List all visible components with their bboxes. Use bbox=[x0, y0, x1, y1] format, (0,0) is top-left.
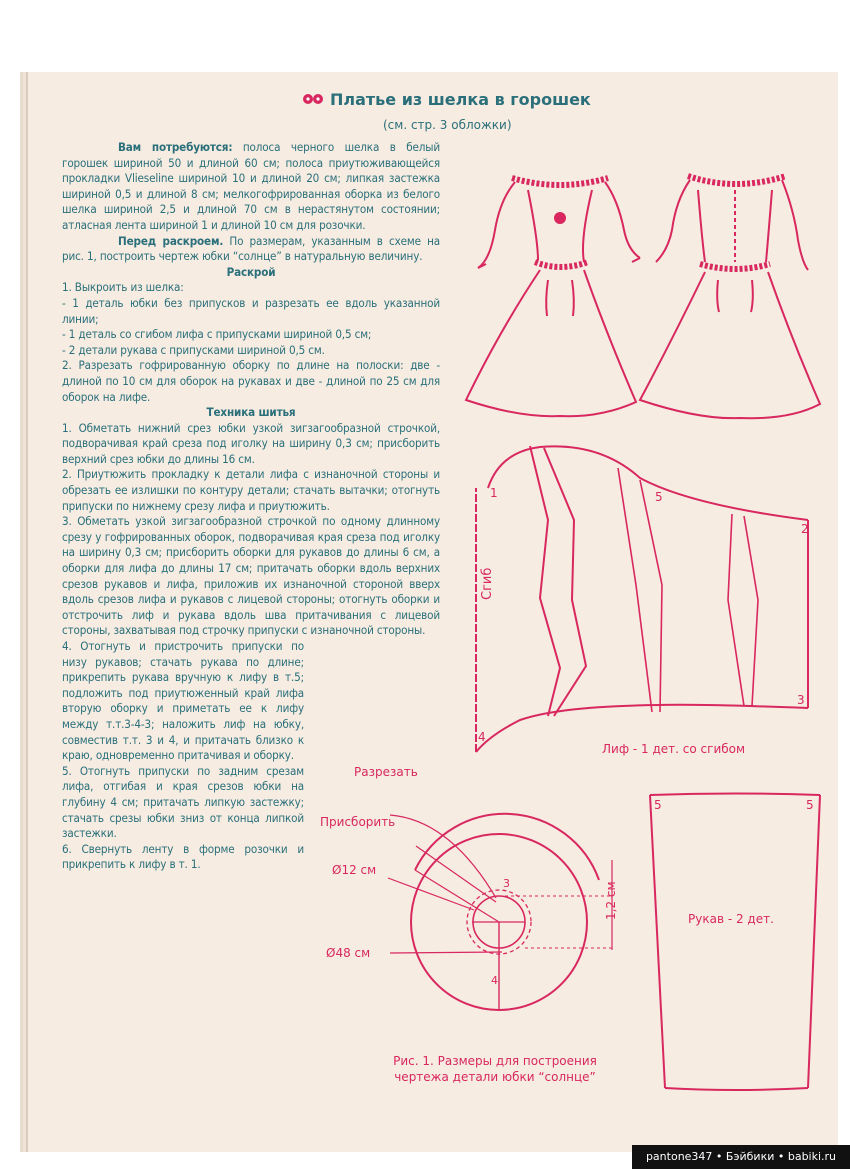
tech-step-5: 5. Отогнуть припуски по задним срезам лифа, отгибая и края срезов юбки на глубину 4 см; притачать липкую застежку; стачать срезы юбки зниз от конца липкой застежки. bbox=[62, 763, 304, 841]
bodice-point-3: 3 bbox=[797, 693, 805, 707]
bodice-caption: Лиф - 1 дет. со сгибом bbox=[602, 742, 746, 756]
tech-step-4: 4. Отогнуть и пристрочить припуски по низу рукавов; стачать рукава по длине; прикрепить рукава вручную к лифу в т.5; подложить под приутюженный край лифа вторую оборку и приметать ее к лифу между т.т.3-4-3; наложить лиф на юбку, совместив т.т. 3 и 4, и притачать близко к краю, одновременно притачивая и оборку. bbox=[62, 639, 304, 763]
before-label: Перед раскроем. bbox=[118, 233, 224, 248]
cut-step-1a: - 1 деталь юбки без припусков и разрезать ее вдоль указанной линии; bbox=[62, 295, 440, 326]
cut-step-1b: - 1 деталь со сгибом лифа с припусками шириной 0,5 см; bbox=[62, 327, 372, 342]
skirt-caption-line-2: чертежа детали юбки “солнце” bbox=[394, 1070, 596, 1084]
tech-step-6: 6. Свернуть ленту в форме розочки и прикрепить к лифу в т. 1. bbox=[62, 841, 304, 872]
cut-step-1: 1. Выкроить из шелка: bbox=[62, 280, 184, 295]
skirt-gather-label: Присборить bbox=[320, 815, 396, 829]
cut-heading: Раскрой bbox=[226, 264, 276, 279]
skirt-caption bbox=[380, 1053, 610, 1085]
tech-step-1: 1. Обметать нижний срез юбки узкой зигзагообразной строчкой, подворачивая край среза под иголку на ширину 0,3 см; присборить верхний срез юбки до длины 16 см. bbox=[62, 420, 440, 466]
page-subtitle: (см. стр. 3 обложки) bbox=[383, 118, 512, 132]
skirt-cut-label: Разрезать bbox=[354, 765, 418, 779]
bodice-point-1: 1 bbox=[490, 486, 498, 500]
bodice-point-2: 2 bbox=[801, 522, 809, 536]
tech-heading: Техника шитья bbox=[206, 405, 296, 420]
bodice-point-5: 5 bbox=[655, 490, 663, 504]
cut-step-2: 2. Разрезать гофрированную оборку по длине на полоски: две - длиной по 10 см для оборок на рукавах и две - длиной по 25 см для оборок на лифе. bbox=[62, 358, 440, 404]
bodice-fold-label: Сгиб bbox=[480, 567, 495, 600]
skirt-point-4: 4 bbox=[491, 974, 498, 987]
need-label: Вам потребуются: bbox=[118, 140, 233, 154]
before-text: По размерам, указанным в схеме на рис. 1, построить чертеж юбки “солнце” в натуральную величину. bbox=[62, 233, 440, 264]
tech-step-3: 3. Обметать узкой зигзагообразной строчкой по одному длинному срезу у гофрированных оборок, подворачивая края среза под иголку на ширину 0,3 см; присборить оборки для рукавов до длины 6 см, а оборки для лифа до длины 17 см; притачать оборки вдоль верхних срезов рукавов и лифа, приложив их изнаночной стороной вверх вдоль срезов лифа и рукавов с лицевой стороны; отогнуть оборки и отстрочить лиф и рукава вдоль шва притачивания с лицевой стороны, захватывая под строчку припуски с изнаночной стороны. bbox=[62, 514, 440, 638]
sleeve-point-5-left: 5 bbox=[654, 798, 662, 812]
bodice-point-4: 4 bbox=[478, 730, 486, 744]
skirt-d12-label: Ø12 см bbox=[332, 863, 377, 877]
skirt-12-label: 1,2 см bbox=[604, 881, 618, 920]
bodice-pattern bbox=[476, 446, 808, 752]
page-title: Платье из шелка в горошек bbox=[330, 90, 591, 109]
skirt-d48-label: Ø48 см bbox=[326, 946, 371, 960]
sleeve-caption: Рукав - 2 дет. bbox=[688, 912, 774, 926]
skirt-diagram bbox=[388, 814, 612, 1010]
skirt-caption-line-1: Рис. 1. Размеры для построения bbox=[393, 1054, 597, 1068]
skirt-point-3: 3 bbox=[503, 877, 510, 890]
tech-step-2: 2. Приутюжить прокладку к детали лифа с изнаночной стороны и обрезать ее излишки по контуру детали; стачать вытачки; отогнуть припуски по нижнему срезу лифа и приутюжить. bbox=[62, 467, 440, 513]
site-watermark: pantone347 • Бэйбики • babiki.ru bbox=[632, 1145, 850, 1169]
dress-back-illustration bbox=[640, 176, 820, 418]
cut-step-1c: - 2 детали рукава с припусками шириной 0,5 см. bbox=[62, 342, 325, 357]
dress-front-illustration bbox=[466, 178, 640, 416]
sleeve-point-5-right: 5 bbox=[806, 798, 814, 812]
need-text: полоса черного шелка в белый горошек шириной 50 и длиной 60 см; полоса приутюживающейся прокладки Vlieseline шириной 10 и длиной 20 см; липкая застежка шириной 0,5 и длиной 8 см; мелкогофрированная оборка из белого шелка шириной 2,5 и длиной 70 см в нерастянутом состоянии; атласная лента шириной 1 и длиной 10 см для розочки. bbox=[62, 140, 440, 232]
sleeve-pattern bbox=[650, 794, 820, 1091]
